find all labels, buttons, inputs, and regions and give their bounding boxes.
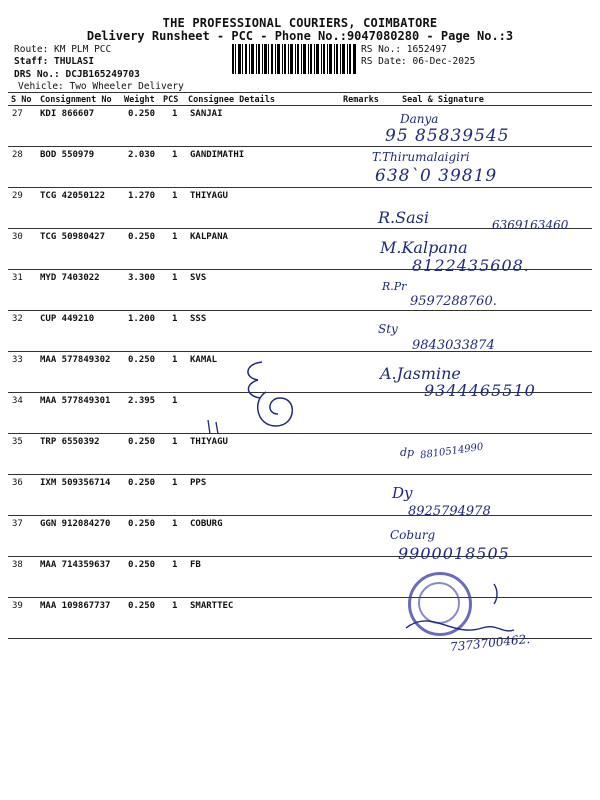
- signature-phone: 638`0 39819: [375, 166, 498, 186]
- col-consignee: Consignee Details: [188, 95, 275, 105]
- signature-phone: 95 85839545: [385, 126, 510, 146]
- staff-label: Staff: THULASI: [14, 56, 95, 67]
- signature-phone: 9597288760.: [410, 294, 497, 309]
- col-sno: S No: [11, 95, 32, 105]
- vehicle-label: Vehicle: Two Wheeler Delivery: [18, 81, 184, 92]
- row-rule: [8, 474, 592, 475]
- row-rule: [8, 515, 592, 516]
- signature-name: Coburg: [390, 528, 436, 542]
- signature-phone: 8925794978: [408, 504, 491, 519]
- signature-phone: 7373700462.: [449, 631, 531, 655]
- signature-name: dp: [400, 446, 415, 459]
- signature-name: T.Thirumalaigiri: [372, 150, 470, 164]
- signature-phone: 9344465510: [424, 381, 536, 400]
- row-rule: [8, 351, 592, 352]
- signature-name: R.Sasi: [378, 208, 429, 227]
- col-weight: Weight: [124, 95, 155, 105]
- signature-phone: 9900018505: [398, 544, 510, 563]
- signature-phone: 6369163460: [492, 218, 569, 232]
- company-title: THE PROFESSIONAL COURIERS, COIMBATORE: [162, 16, 438, 30]
- col-consignment: Consignment No: [40, 95, 112, 105]
- signature-name: Sty: [378, 322, 398, 336]
- drs-label: DRS No.: DCJB165249703: [14, 69, 140, 80]
- col-seal-signature: Seal & Signature: [402, 95, 484, 105]
- signature-name: Dy: [392, 484, 413, 502]
- scribble-signature-icon: [200, 356, 310, 442]
- row-rule: [8, 310, 592, 311]
- signature-name: R.Pr: [382, 280, 407, 293]
- rs-no-label: RS No.: 1652497: [361, 44, 447, 55]
- signature-name: Danya: [400, 112, 439, 126]
- runsheet-subtitle: Delivery Runsheet - PCC - Phone No.:9047080280 - Page No.:3: [86, 29, 514, 43]
- signature-phone: 9843033874: [412, 338, 495, 353]
- rs-date-label: RS Date: 06-Dec-2025: [361, 56, 476, 67]
- barcode-icon: [232, 44, 356, 74]
- header-top-rule: [8, 92, 592, 93]
- route-label: Route: KM PLM PCC: [14, 44, 112, 55]
- row-rule: [8, 187, 592, 188]
- signature-name: M.Kalpana: [380, 238, 468, 257]
- col-pcs: PCS: [163, 95, 179, 105]
- signature-phone: 8810514990: [419, 441, 485, 462]
- header-bottom-rule: [8, 105, 592, 106]
- signature-name: A.Jasmine: [380, 364, 461, 383]
- signature-phone: 8122435608.: [412, 256, 530, 275]
- col-remarks: Remarks: [343, 95, 379, 105]
- row-rule: [8, 146, 592, 147]
